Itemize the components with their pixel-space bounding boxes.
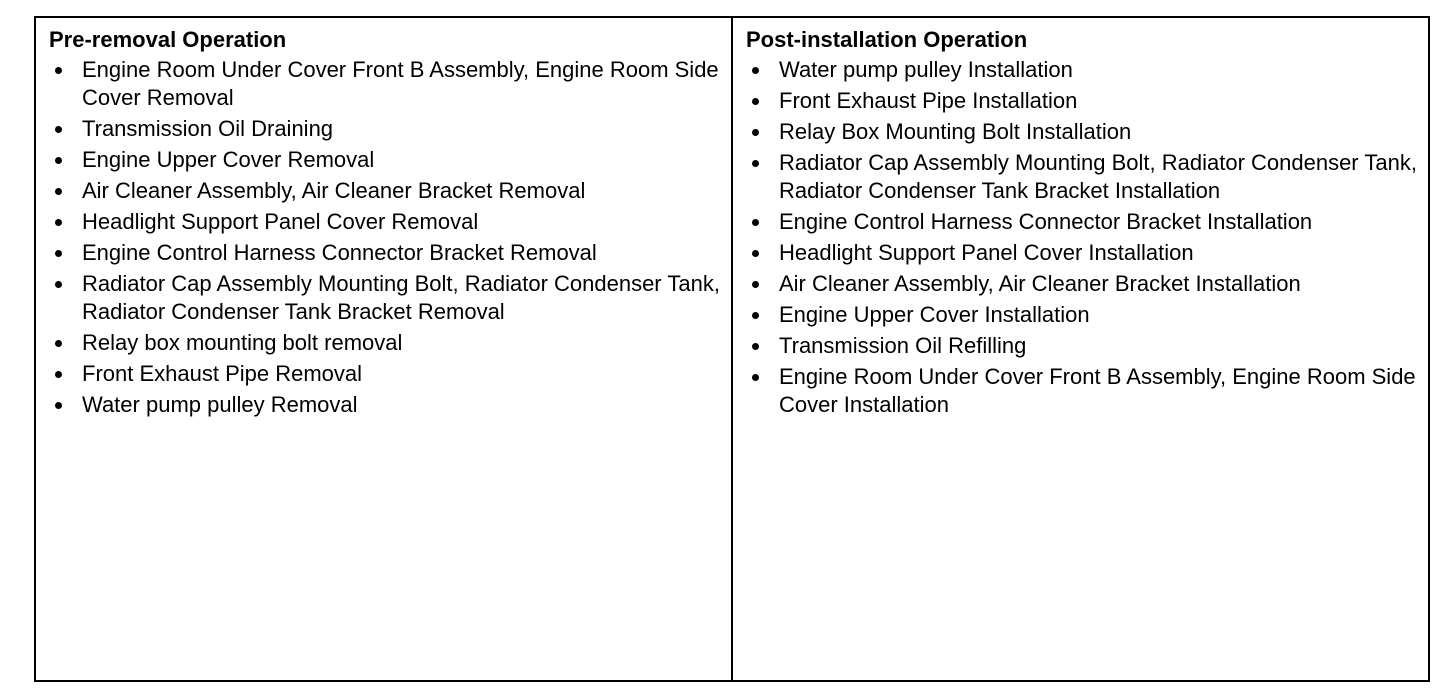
list-item: Engine Control Harness Connector Bracket Removal <box>49 239 731 267</box>
list-item: Water pump pulley Installation <box>746 56 1428 84</box>
list-item: Radiator Cap Assembly Mounting Bolt, Radiator Condenser Tank, Radiator Condenser Tank Bracket Installation <box>746 149 1428 205</box>
operations-table <box>34 16 1430 682</box>
post-installation-heading: Post-installation Operation <box>746 27 1028 52</box>
post-installation-list <box>746 56 1428 419</box>
list-item: Radiator Cap Assembly Mounting Bolt, Radiator Condenser Tank, Radiator Condenser Tank Bracket Removal <box>49 270 731 326</box>
list-item: Engine Room Under Cover Front B Assembly, Engine Room Side Cover Removal <box>49 56 731 112</box>
list-item: Water pump pulley Removal <box>49 391 731 419</box>
list-item: Relay box mounting bolt removal <box>49 329 731 357</box>
list-item: Front Exhaust Pipe Removal <box>49 360 731 388</box>
list-item: Headlight Support Panel Cover Installation <box>746 239 1428 267</box>
list-item: Relay Box Mounting Bolt Installation <box>746 118 1428 146</box>
list-item: Engine Upper Cover Removal <box>49 146 731 174</box>
post-installation-cell <box>732 17 1429 681</box>
pre-removal-heading: Pre-removal Operation <box>49 27 287 52</box>
list-item: Front Exhaust Pipe Installation <box>746 87 1428 115</box>
list-item: Transmission Oil Draining <box>49 115 731 143</box>
list-item: Engine Room Under Cover Front B Assembly, Engine Room Side Cover Installation <box>746 363 1428 419</box>
list-item: Transmission Oil Refilling <box>746 332 1428 360</box>
list-item: Engine Upper Cover Installation <box>746 301 1428 329</box>
pre-removal-cell <box>35 17 732 681</box>
pre-removal-list <box>49 56 731 419</box>
operations-row <box>35 17 1429 681</box>
list-item: Headlight Support Panel Cover Removal <box>49 208 731 236</box>
list-item: Air Cleaner Assembly, Air Cleaner Bracket Removal <box>49 177 731 205</box>
list-item: Air Cleaner Assembly, Air Cleaner Bracket Installation <box>746 270 1428 298</box>
list-item: Engine Control Harness Connector Bracket Installation <box>746 208 1428 236</box>
